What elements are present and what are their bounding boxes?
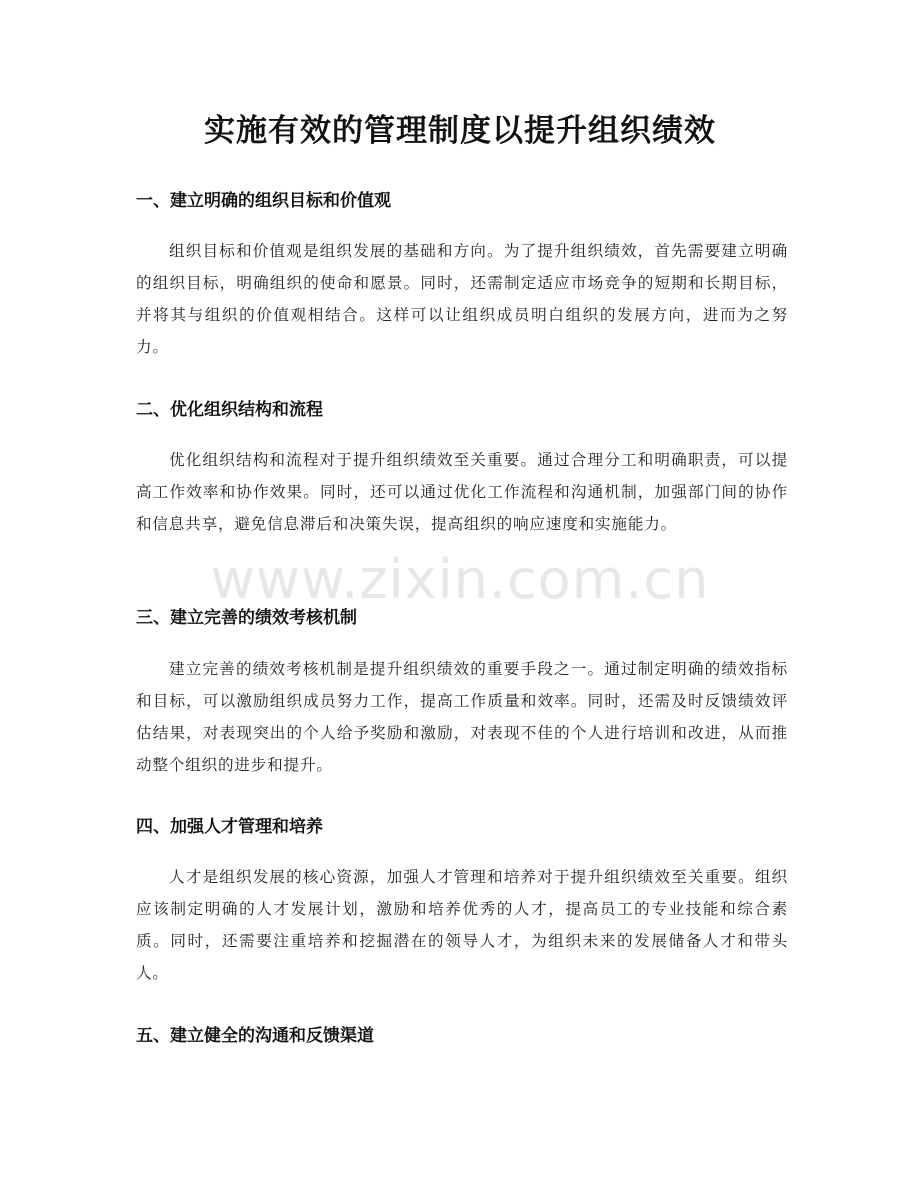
document-title: 实施有效的管理制度以提升组织绩效 [204, 113, 716, 149]
section-body-3: 建立完善的绩效考核机制是提升组织绩效的重要手段之一。通过制定明确的绩效指标和目标，可以激励组织成员努力工作，提高工作质量和效率。同时，还需及时反馈绩效评估结果，对表现突出的个人给予奖励和激励，对表现不佳的个人进行培训和改进，从而推动整个组织的进步和提升。 [136, 660, 788, 774]
section-body-2: 优化组织结构和流程对于提升组织绩效至关重要。通过合理分工和明确职责，可以提高工作效率和协作效果。同时，还可以通过优化工作流程和沟通机制，加强部门间的协作和信息共享，避免信息滞后和决策失误，提高组织的响应速度和实施能力。 [136, 451, 788, 533]
section-heading-1: 一、建立明确的组织目标和价值观 [136, 191, 391, 211]
section-heading-3: 三、建立完善的绩效考核机制 [136, 608, 357, 628]
section-heading-5: 五、建立健全的沟通和反馈渠道 [136, 1026, 374, 1046]
section-heading-2: 二、优化组织结构和流程 [136, 400, 323, 420]
section-heading-4: 四、加强人才管理和培养 [136, 817, 323, 837]
section-body-1: 组织目标和价值观是组织发展的基础和方向。为了提升组织绩效，首先需要建立明确的组织目标，明确组织的使命和愿景。同时，还需制定适应市场竞争的短期和长期目标，并将其与组织的价值观相结合。这样可以让组织成员明白组织的发展方向，进而为之努力。 [136, 242, 788, 356]
site-watermark: www.zixin.com.cn [210, 548, 710, 611]
section-body-4: 人才是组织发展的核心资源，加强人才管理和培养对于提升组织绩效至关重要。组织应该制定明确的人才发展计划，激励和培养优秀的人才，提高员工的专业技能和综合素质。同时，还需要注重培养和挖掘潜在的领导人才，为组织未来的发展储备人才和带头人。 [136, 868, 788, 982]
